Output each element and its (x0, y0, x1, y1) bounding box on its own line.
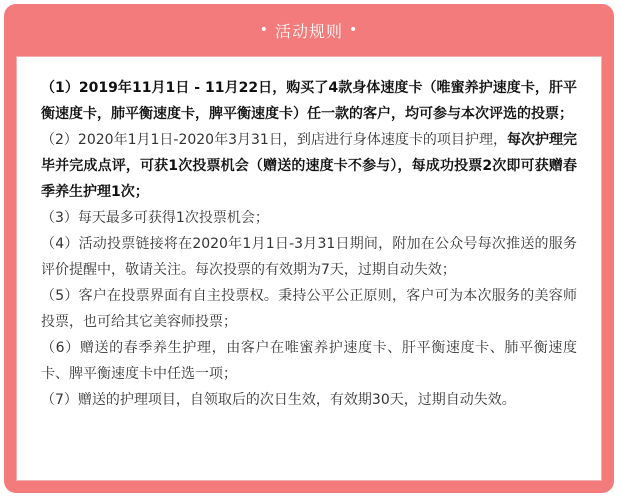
rule-item-2 (41, 127, 577, 205)
rule-2-text-bold: 每次护理完毕并完成点评，可获1次投票机会（赠送的速度卡不参与），每成功投票2次即可获赠春季养生护理1次； (41, 132, 577, 200)
rules-header (4, 4, 614, 56)
bullet-dot-right: • (349, 22, 359, 38)
rule-item-3: （3）每天最多可获得1次投票机会； (41, 210, 269, 226)
rule-item-5: （5）客户在投票界面有自主投票权。秉持公平公正原则，客户可为本次服务的美容师投票，也可给其它美容师投票； (41, 288, 577, 330)
rules-content-panel (16, 56, 602, 481)
rules-card (4, 4, 614, 493)
rule-item-4: （4）活动投票链接将在2020年1月1日-3月31日期间，附加在公众号每次推送的服务评价提醒中，敬请关注。每次投票的有效期为7天，过期自动失效； (41, 236, 577, 278)
rule-item-6: （6）赠送的春季养生护理，由客户在唯蜜养护速度卡、肝平衡速度卡、肺平衡速度卡、脾平衡速度卡中任选一项； (41, 340, 577, 382)
rule-1-text: （1）2019年11月1日 - 11月22日，购买了4款身体速度卡（唯蜜养护速度卡，肝平衡速度卡，肺平衡速度卡，脾平衡速度卡）任一款的客户，均可参与本次评选的投票； (41, 80, 577, 122)
rules-title: 活动规则 (274, 21, 343, 41)
bullet-dot-left: • (259, 22, 269, 38)
rule-item-1 (41, 75, 577, 127)
rule-item-7: （7）赠送的护理项目，自领取后的次日生效，有效期30天，过期自动失效。 (41, 392, 516, 408)
rule-2-text-normal: （2）2020年1月1日-2020年3月31日，到店进行身体速度卡的项目护理， (41, 132, 507, 148)
